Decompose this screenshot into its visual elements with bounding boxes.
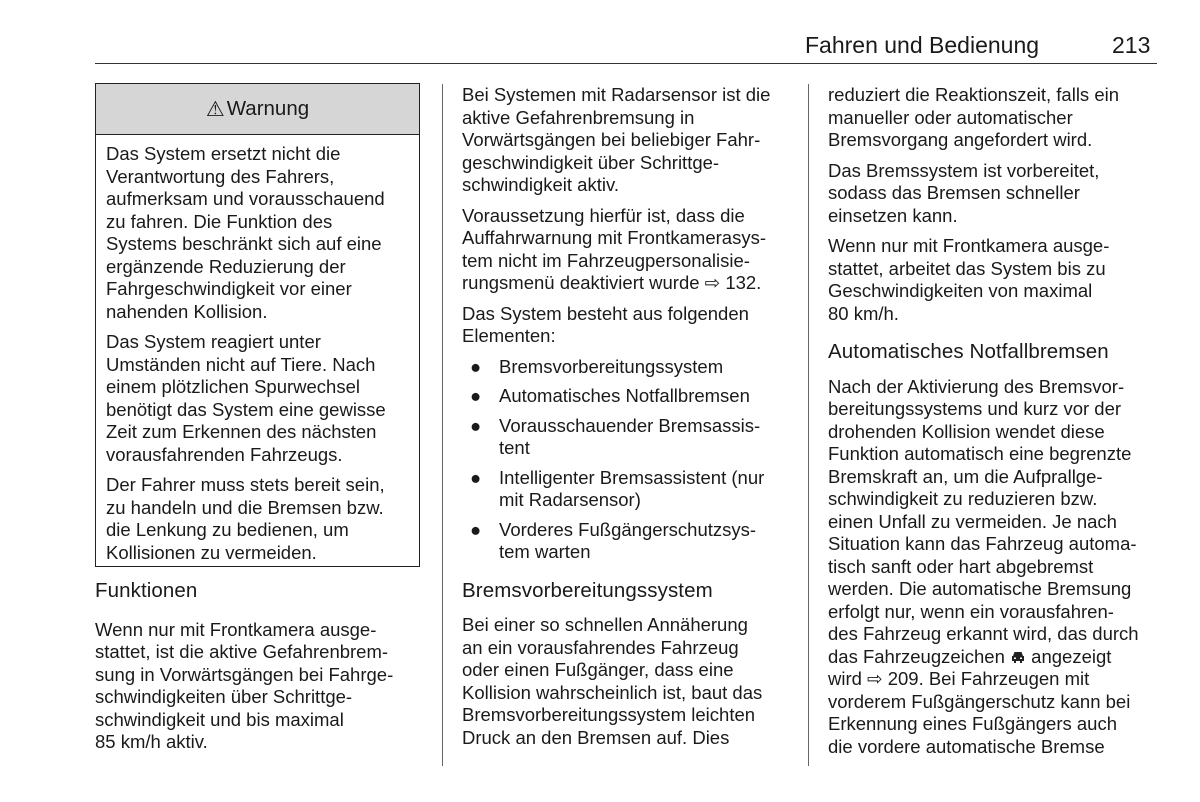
list-item xyxy=(462,467,802,512)
warning-triangle-icon: ⚠ xyxy=(205,97,225,121)
list-item xyxy=(462,415,802,460)
header-rule xyxy=(95,63,1157,64)
vehicle-icon xyxy=(1010,650,1026,664)
element-list xyxy=(462,356,802,564)
page-number: 213 xyxy=(1112,32,1151,58)
warning-title: Warnung xyxy=(226,97,310,120)
bullet-icon: ● xyxy=(470,414,482,436)
column-1-text xyxy=(95,580,430,762)
warning-paragraph: Das System reagiert unter Umständen nicht auf Tiere. Nach einem plötzlichen Spurwechsel benötigt das System eine gewisse Zeit zum Erkennen des nächsten vorausfahrenden Fahrzeugs. xyxy=(106,331,386,465)
list-item-text: Automatisches Notfallbremsen xyxy=(499,385,750,406)
list-item-text: Bremsvorbereitungssystem xyxy=(499,355,724,377)
list-item xyxy=(462,519,802,564)
body-paragraph: Bei Systemen mit Radarsensor ist die aktive Gefahrenbremsung in Vorwärtsgängen bei beliebiger Fahr- geschwindigkeit über Schrittge- schwindigkeit aktiv. xyxy=(462,84,771,195)
body-paragraph: reduziert die Reaktionszeit, falls ein manueller oder automatischer Bremsvorgang angefordert wird. xyxy=(828,84,1120,150)
body-paragraph: Bei einer so schnellen Annäherung an ein vorausfahrendes Fahrzeug oder einen Fußgänger, dass eine Kollision wahrscheinlich ist, baut das Bremsvorbereitungssystem leichten Druck an den Bremsen auf. Dies xyxy=(462,614,763,748)
column-divider-1 xyxy=(442,84,443,766)
body-paragraph: Das System besteht aus folgenden Elementen: xyxy=(462,302,749,346)
column-2-text xyxy=(462,84,802,757)
body-paragraph: Wenn nur mit Frontkamera ausge- stattet, arbeitet das System bis zu Geschwindigkeiten von maximal 80 km/h. xyxy=(828,235,1110,324)
bullet-icon: ● xyxy=(470,518,482,540)
bullet-icon: ● xyxy=(470,466,482,488)
warning-header xyxy=(96,84,419,135)
section-heading-notfallbremsen: Automatisches Notfallbremsen xyxy=(828,340,1109,363)
body-paragraph: Das Bremssystem ist vorbereitet, sodass das Bremsen schneller einsetzen kann. xyxy=(828,159,1100,226)
warning-box xyxy=(95,83,420,567)
column-3-text xyxy=(828,84,1168,766)
body-paragraph: Wenn nur mit Frontkamera ausge- stattet, ist die aktive Gefahrenbrem- sung in Vorwärtsgängen bei Fahrge- schwindigkeiten über Schrittge- schwindigkeit und bis maximal 85 km/h aktiv. xyxy=(95,618,394,752)
warning-body xyxy=(96,135,419,564)
bullet-icon: ● xyxy=(470,385,482,406)
bullet-icon: ● xyxy=(470,355,482,377)
list-item-text: Intelligenter Bremsassistent (nur mit Radarsensor) xyxy=(499,466,765,510)
chapter-title: Fahren und Bedienung xyxy=(805,32,1040,58)
warning-paragraph: Das System ersetzt nicht die Verantwortung des Fahrers, aufmerksam und vorausschauend zu fahren. Die Funktion des Systems beschränkt sich auf eine ergänzende Reduzierung der Fahrgeschwindigkeit vor einer nahenden Kollision. xyxy=(106,143,385,322)
warning-paragraph: Der Fahrer muss stets bereit sein, zu handeln und die Bremsen bzw. die Lenkung zu bedienen, um Kollisionen zu vermeiden. xyxy=(106,474,385,563)
list-item-text: Vorausschauender Bremsassis- tent xyxy=(499,414,761,458)
section-heading-funktionen: Funktionen xyxy=(95,579,198,602)
section-heading-bremsvorbereitungssystem: Bremsvorbereitungssystem xyxy=(462,578,713,602)
list-item-text: Vorderes Fußgängerschutzsys- tem warten xyxy=(499,518,757,562)
body-paragraph: Voraussetzung hierfür ist, dass die Auffahrwarnung mit Frontkamerasys- tem nicht im Fahrzeugpersonalisie- rungsmenü deaktiviert wurde ⇨ 132. xyxy=(462,204,766,293)
list-item xyxy=(462,356,802,379)
body-paragraph: Nach der Aktivierung des Bremsvor- bereitungssystems und kurz vor der drohenden Kollision wendet diese Funktion automatisch eine begrenzte Bremskraft an, um die Aufprallge- schwindigkeit zu reduzieren bzw. einen Unfall zu vermeiden. Je nach Situation kann das Fahrzeug automa- tisch sanft oder hart abgebremst werden. Die automatische Bremsung erfolgt nur, wenn ein vorausfahren- des Fahrzeug erkannt wird, das durch das Fahrzeugzeichen angezeigt wird ⇨ 209. Bei Fahrzeugen mit vorderem Fußgängerschutz kann bei Erkennung eines Fußgängers auch die vordere automatische Bremse xyxy=(828,375,1139,757)
column-divider-2 xyxy=(808,84,809,766)
list-item xyxy=(462,385,802,408)
